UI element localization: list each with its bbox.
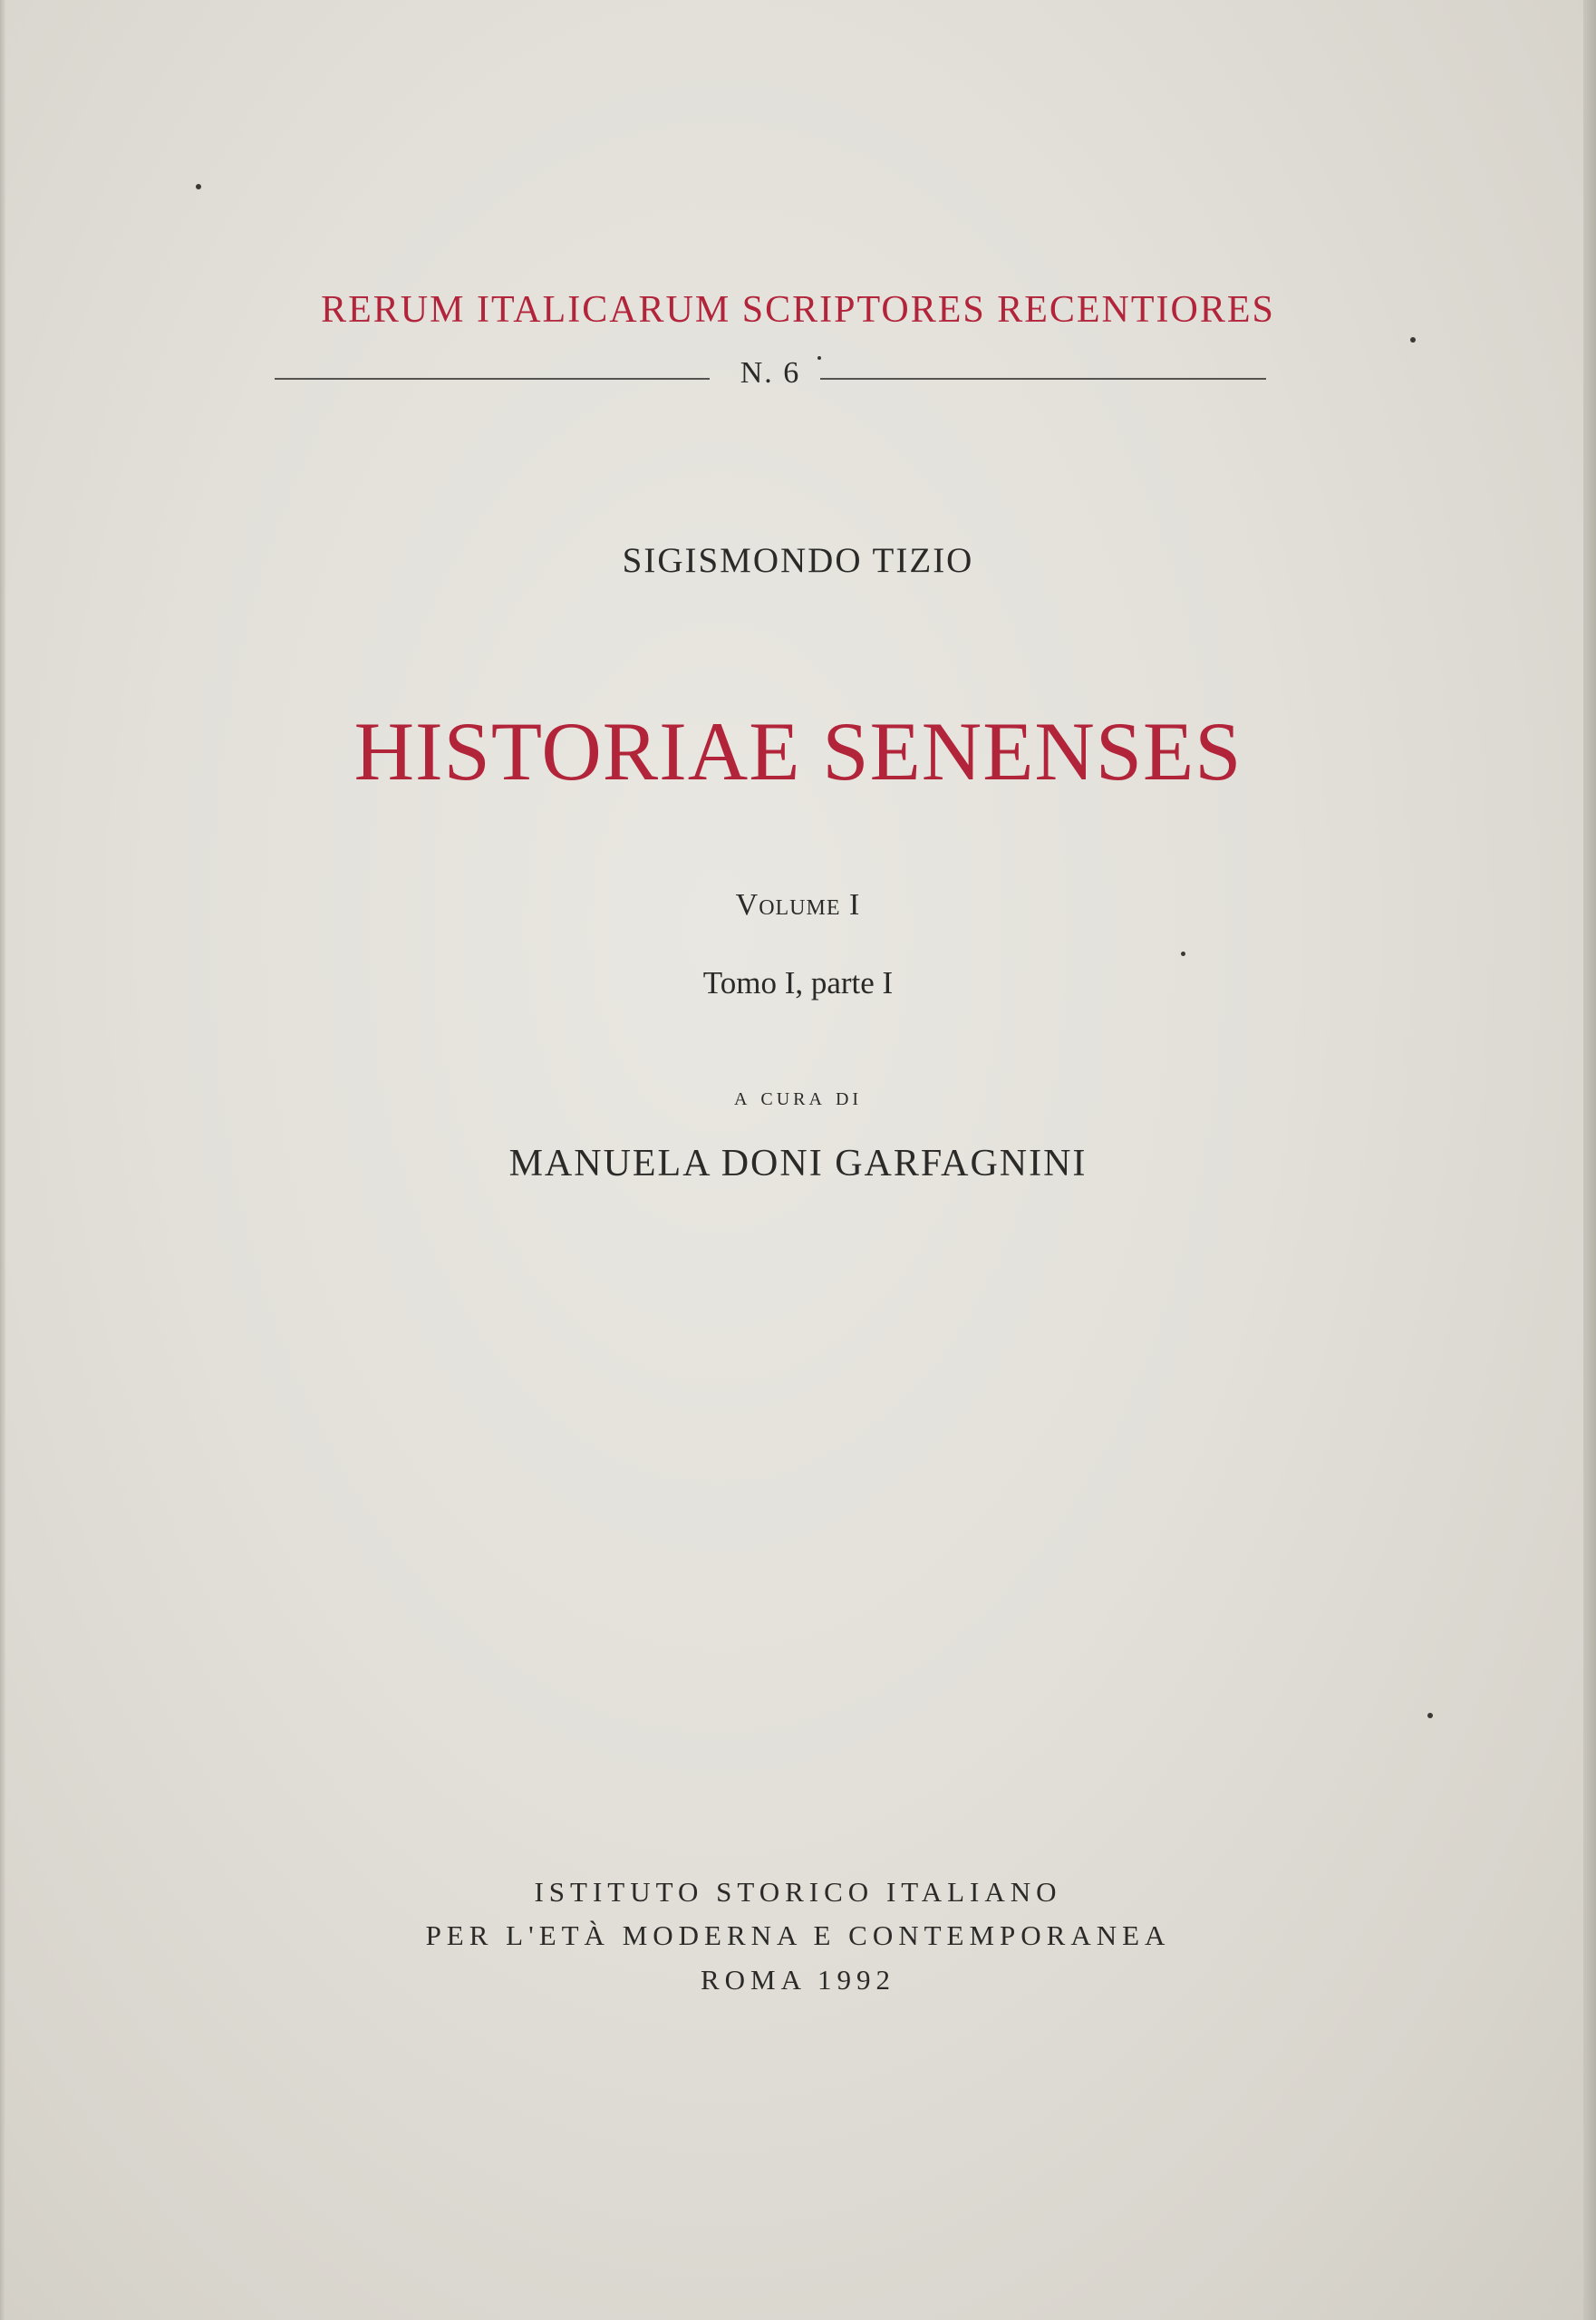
series-title: RERUM ITALICARUM SCRIPTORES RECENTIORES xyxy=(321,289,1275,331)
paper-speck xyxy=(1181,952,1185,956)
paper-speck xyxy=(1410,337,1416,343)
tomo-label: Tomo I, parte I xyxy=(702,965,894,1000)
author-name: SIGISMONDO TIZIO xyxy=(622,541,974,580)
volume-label: Volume I xyxy=(735,888,861,922)
series-number-row xyxy=(275,356,1266,401)
paper-speck xyxy=(196,184,201,189)
editor-name: MANUELA DONI GARFAGNINI xyxy=(508,1143,1088,1184)
book-title: HISTORIAE SENENSES xyxy=(353,705,1243,798)
publisher-line-3: ROMA 1992 xyxy=(700,1964,896,1996)
divider-right xyxy=(820,378,1266,380)
paper-speck xyxy=(1427,1713,1433,1718)
series-number: N. 6 xyxy=(740,356,801,390)
edited-by-label: a cura di xyxy=(733,1083,863,1111)
publisher-line-2: PER L'ETÀ MODERNA E CONTEMPORANEA xyxy=(425,1919,1171,1951)
publisher-line-1: ISTITUTO STORICO ITALIANO xyxy=(534,1876,1062,1908)
paper-speck xyxy=(817,356,821,360)
